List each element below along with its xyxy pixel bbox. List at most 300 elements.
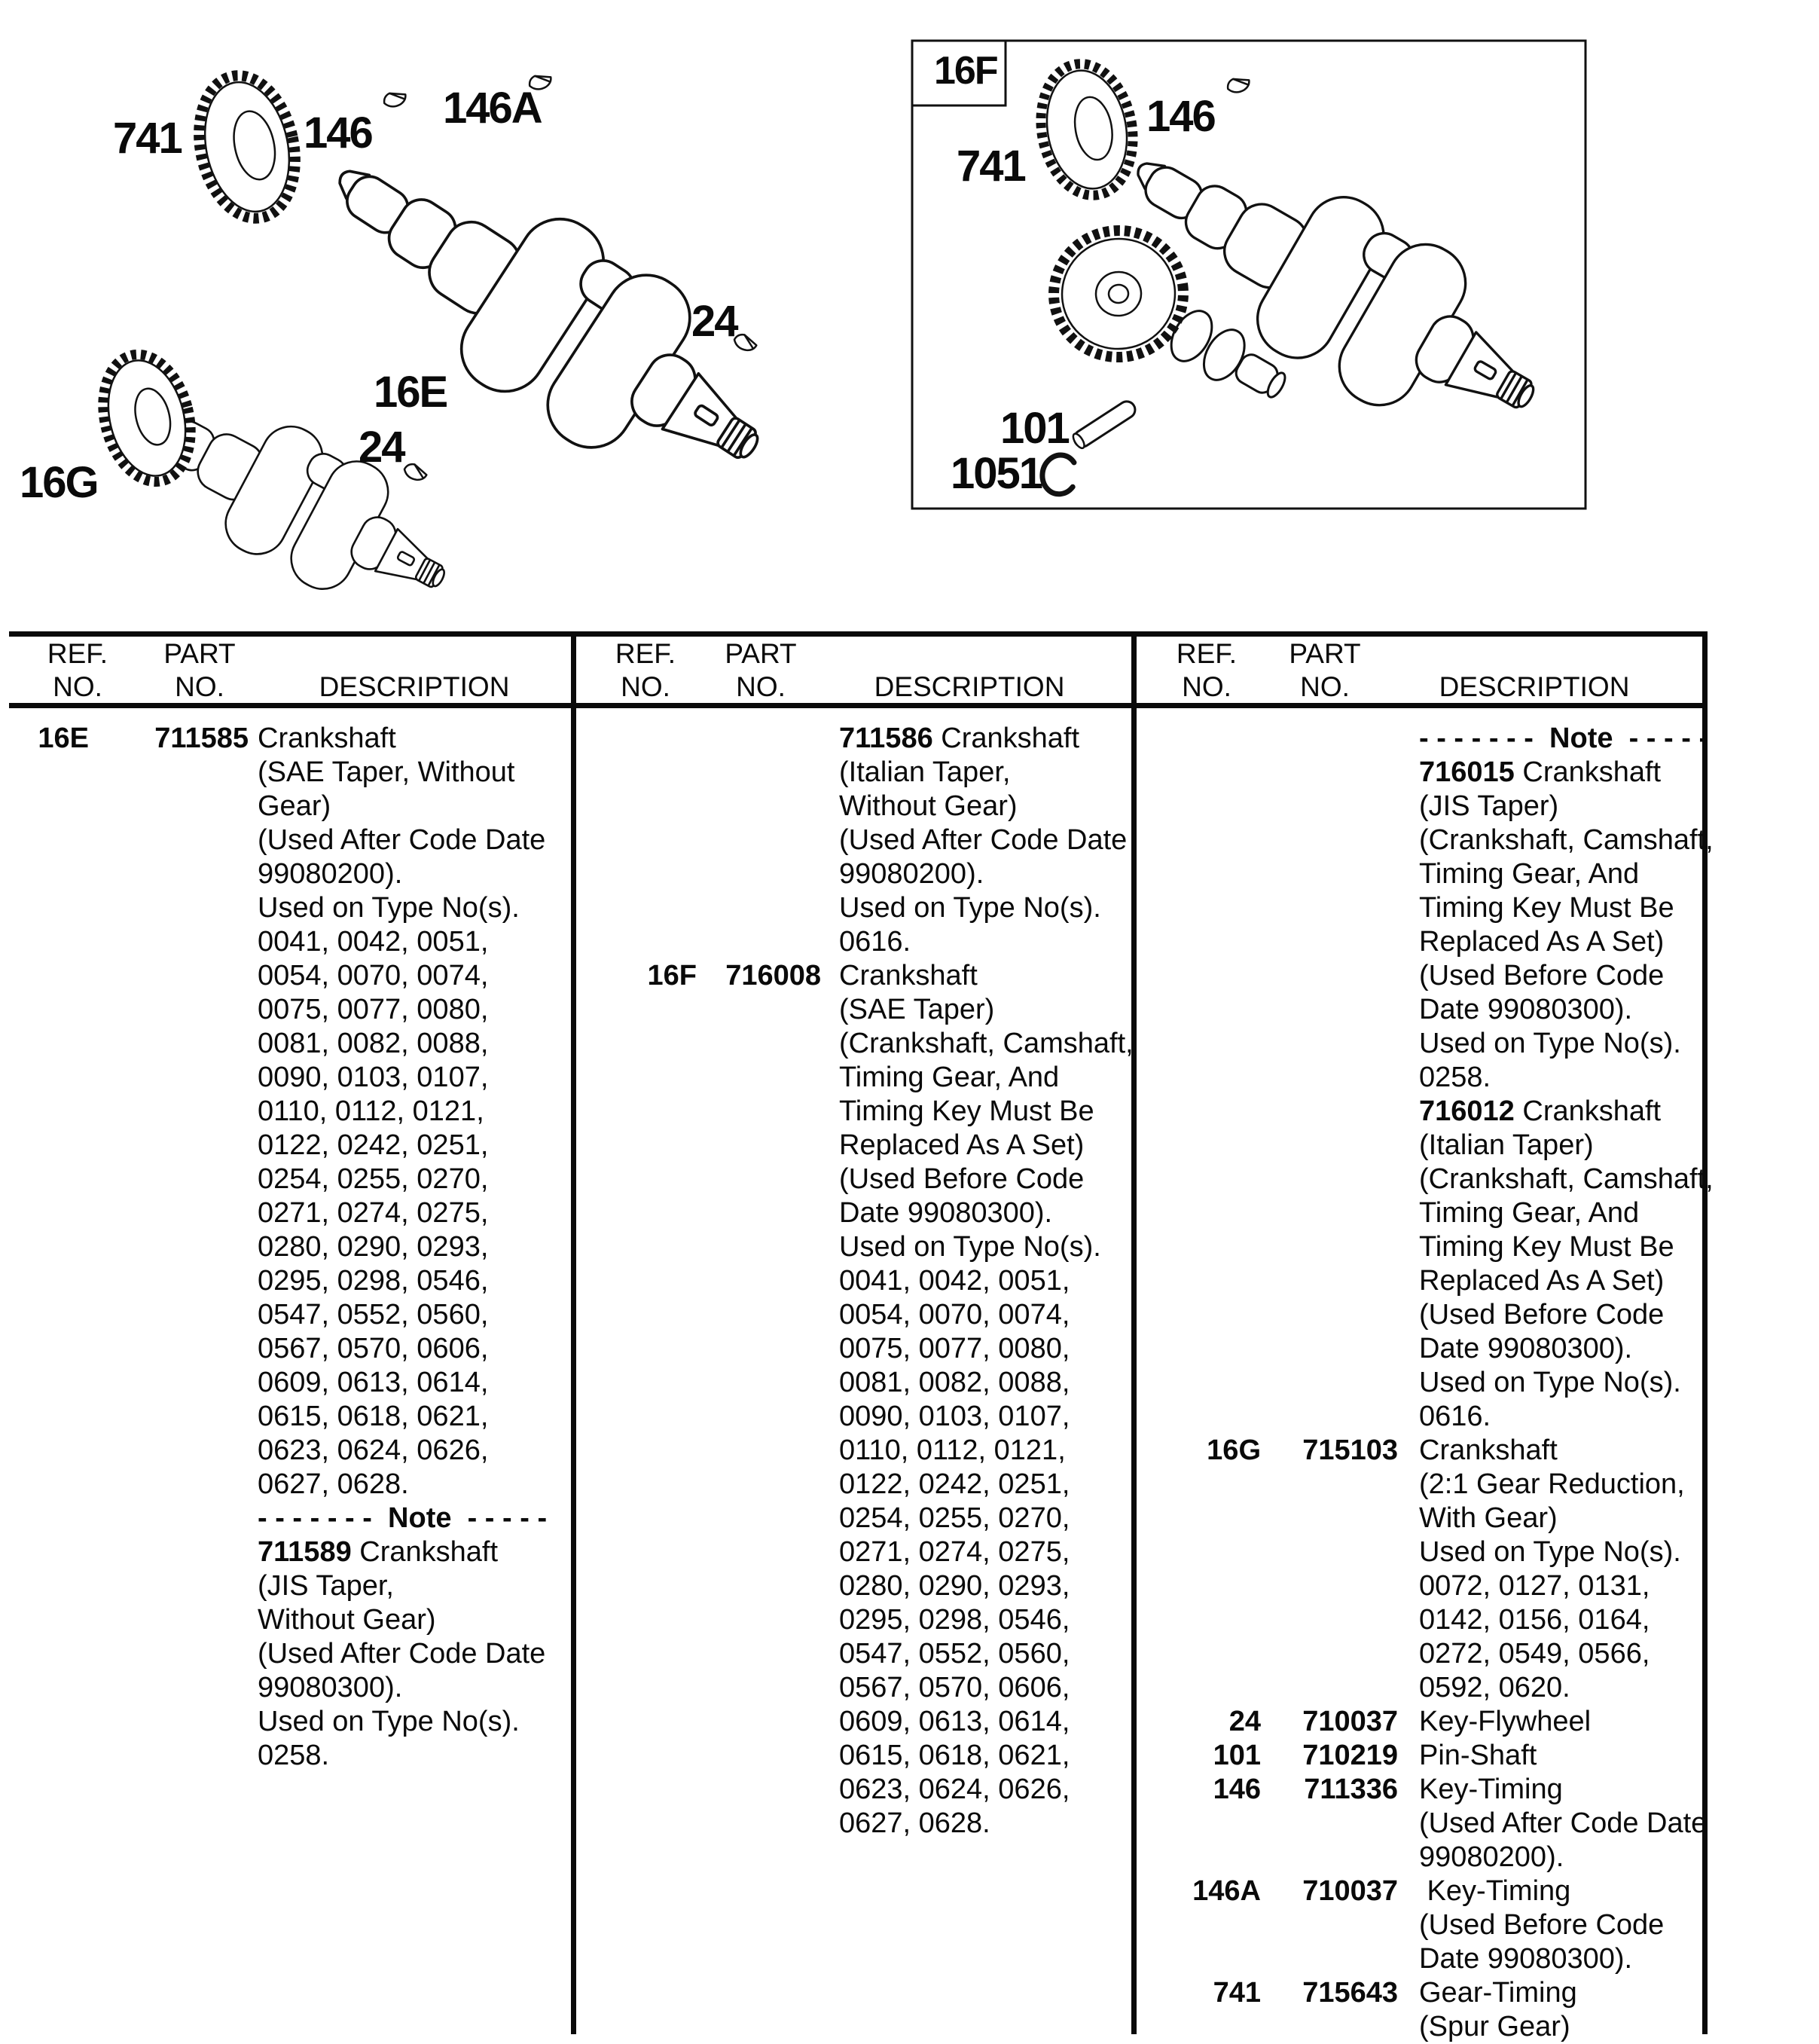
table-line [578,1400,1128,1434]
table-line [578,1569,1128,1603]
table-line [9,1637,566,1671]
crankshaft-diagram [0,0,1819,693]
part-no-cell [1261,1264,1398,1298]
description-cell: (2:1 Gear Reduction, [1419,1468,1685,1500]
header-ref-col2: REF. NO. [615,638,676,702]
callout-24-lower: 24 [359,423,404,472]
description-cell: Gear-Timing [1419,1977,1577,2009]
ref-no-cell [9,925,89,959]
table-line [1139,1095,1711,1129]
table-line [1139,1298,1711,1332]
part-no-cell [697,823,821,857]
description-cell: With Gear) [1419,1502,1558,1534]
table-line [578,891,1128,925]
table-line [1139,1773,1711,1807]
table-line [1139,2010,1711,2044]
ref-no-cell: 16F [647,960,697,991]
part-no-cell [697,1061,821,1095]
ref-no-cell [1139,722,1261,756]
table-line [9,1095,566,1129]
key-146-icon [382,90,407,109]
ref-no-cell [578,1705,697,1739]
ref-no-cell [578,1739,697,1773]
table-column-3 [1139,722,1714,2044]
table-line [9,1196,566,1230]
ref-no-cell [1139,1637,1261,1671]
description-cell: Used on Type No(s). [1419,1536,1681,1568]
description-cell: (Crankshaft, Camshaft, [1419,824,1714,856]
part-no-cell [89,756,249,790]
part-no-cell [1261,1095,1398,1129]
part-no-cell [1261,1298,1398,1332]
part-no-cell [1261,756,1398,790]
description-cell: Key-Flywheel [1419,1706,1592,1737]
table-line [578,1298,1128,1332]
part-no-cell [89,1434,249,1468]
description-cell: - - - - - - - Note - - - - - [258,1502,548,1534]
ref-no-cell [578,1637,697,1671]
table-line [1139,1874,1711,1908]
table-line [578,1807,1128,1841]
description-cell: 0627, 0628. [258,1468,409,1500]
description-cell: 99080200). [258,858,403,890]
part-no-cell [1261,959,1398,993]
description-cell: Replaced As A Set) [1419,926,1665,958]
description-cell: 0258. [1419,1062,1491,1093]
table-line [578,1705,1128,1739]
ref-no-cell [9,959,89,993]
table-line [578,1434,1128,1468]
part-no-cell [697,1163,821,1196]
ref-no-cell [9,1061,89,1095]
table-line [9,1535,566,1569]
table-line [1139,1705,1711,1739]
ref-no-cell [1139,1366,1261,1400]
ref-no-cell [1139,1230,1261,1264]
ref-no-cell [578,1569,697,1603]
description-cell: Crankshaft [839,960,978,991]
description-cell: (Used Before Code [839,1163,1085,1195]
table-line [578,1163,1128,1196]
part-no-cell [697,891,821,925]
table-line [1139,1196,1711,1230]
ref-no-cell [9,1637,89,1671]
part-no-cell [89,857,249,891]
part-no-cell [89,1163,249,1196]
part-no-cell [1261,1637,1398,1671]
description-cell: (Used After Code Date [258,1638,546,1670]
table-line [9,1163,566,1196]
table-divider-1 [571,631,576,2034]
description-cell: 711589 Crankshaft [258,1536,499,1568]
description-cell: 0075, 0077, 0080, [839,1333,1070,1364]
description-cell: (JIS Taper, [258,1570,394,1602]
part-no-cell: 711585 [154,723,249,754]
ref-no-cell [578,1129,697,1163]
part-no-cell [89,1569,249,1603]
part-no-cell [697,1129,821,1163]
table-line [9,756,566,790]
table-line [1139,1129,1711,1163]
description-cell: 0295, 0298, 0546, [839,1604,1070,1636]
callout-16f-box: 16F [934,49,997,93]
part-no-cell [89,1196,249,1230]
table-column-2 [578,722,1134,1841]
ref-no-cell [578,1196,697,1230]
table-line [1139,756,1711,790]
ref-no-cell [9,1569,89,1603]
description-cell: 0081, 0082, 0088, [839,1367,1070,1398]
description-cell: Used on Type No(s). [839,892,1101,924]
part-no-cell [697,756,821,790]
ref-no-cell [9,1095,89,1129]
ref-no-cell [1139,1196,1261,1230]
description-cell: 0567, 0570, 0606, [839,1672,1070,1703]
gear-741-16f-icon [1031,57,1143,203]
description-cell: Key-Timing [1419,1875,1571,1907]
description-cell: 711586 Crankshaft [839,723,1080,754]
description-cell: 0592, 0620. [1419,1672,1570,1703]
part-no-cell [697,1468,821,1502]
ref-no-cell [1139,1129,1261,1163]
table-line [1139,1468,1711,1502]
table-line [578,790,1128,823]
table-line [9,857,566,891]
table-line [578,1773,1128,1807]
key-146-16f-icon [1225,75,1251,95]
part-no-cell [697,1739,821,1773]
part-no-cell [1261,1603,1398,1637]
description-cell: (SAE Taper, Without [258,756,515,788]
part-no-cell [1261,722,1398,756]
table-line [578,1264,1128,1298]
description-cell: 0072, 0127, 0131, [1419,1570,1650,1602]
description-cell: 99080300). [258,1672,403,1703]
ref-no-cell [1139,993,1261,1027]
part-no-cell [1261,1027,1398,1061]
header-desc-col3: DESCRIPTION [1439,671,1630,702]
description-cell: Used on Type No(s). [1419,1028,1681,1059]
table-line [9,1671,566,1705]
ref-no-cell [9,1603,89,1637]
description-cell: - - - - - - - Note - - - - - [1419,723,1709,754]
description-cell: Used on Type No(s). [839,1231,1101,1263]
ref-no-cell [9,857,89,891]
table-line [578,1129,1128,1163]
part-no-cell [1261,823,1398,857]
description-cell: Gear) [258,790,331,822]
ref-no-cell [1139,1027,1261,1061]
table-top-rule [9,631,1708,637]
description-cell: Timing Key Must Be [839,1095,1094,1127]
ref-no-cell [9,1163,89,1196]
header-part-col2: PART NO. [725,638,797,702]
ref-no-cell [1139,1908,1261,1942]
part-no-cell [697,1027,821,1061]
part-no-cell [1261,993,1398,1027]
ref-no-cell: 741 [1213,1977,1261,2009]
table-line [9,823,566,857]
description-cell: 0254, 0255, 0270, [839,1502,1070,1534]
callout-146-16f: 146 [1146,92,1215,141]
part-no-cell: 710037 [1302,1706,1398,1737]
ref-no-cell: 146A [1192,1875,1261,1907]
part-no-cell [89,1230,249,1264]
ref-no-cell: 101 [1213,1740,1261,1771]
pin-101-icon [1071,399,1138,451]
description-cell: Replaced As A Set) [839,1129,1085,1161]
table-line [1139,1603,1711,1637]
table-line [9,1400,566,1434]
table-line [578,857,1128,891]
table-line [9,1502,566,1535]
ref-no-cell [9,823,89,857]
table-line [9,790,566,823]
description-cell: 0615, 0618, 0621, [258,1401,489,1432]
ref-no-cell [578,1773,697,1807]
ref-no-cell [1139,1061,1261,1095]
description-cell: 0280, 0290, 0293, [839,1570,1070,1602]
table-line [1139,1332,1711,1366]
description-cell: (Spur Gear) [1419,2011,1570,2042]
part-no-cell [89,1129,249,1163]
part-no-cell [89,993,249,1027]
ref-no-cell [9,1705,89,1739]
description-cell: Replaced As A Set) [1419,1265,1665,1297]
description-cell: 0616. [1419,1401,1491,1432]
description-cell: 0258. [258,1740,330,1771]
table-line [9,1569,566,1603]
part-no-cell [1261,1230,1398,1264]
table-line [9,1230,566,1264]
callout-741-main: 741 [113,114,182,163]
table-line [1139,857,1711,891]
part-no-cell: 710219 [1302,1740,1398,1771]
description-cell: (Crankshaft, Camshaft, [1419,1163,1714,1195]
ref-no-cell [9,1468,89,1502]
part-no-cell [1261,1908,1398,1942]
ref-no-cell [578,1264,697,1298]
table-line [1139,1942,1711,1976]
description-cell: Timing Gear, And [1419,858,1640,890]
table-line [9,1468,566,1502]
ref-no-cell [9,891,89,925]
table-line [9,1061,566,1095]
table-line [578,993,1128,1027]
ref-no-cell [578,1163,697,1196]
description-cell: 0110, 0112, 0121, [258,1095,484,1127]
table-column-1 [9,722,566,1773]
description-cell: Timing Key Must Be [1419,892,1674,924]
table-line [9,891,566,925]
ref-no-cell [1139,1502,1261,1535]
part-no-cell: 710037 [1302,1875,1398,1907]
ref-no-cell [1139,1298,1261,1332]
description-cell: 0272, 0549, 0566, [1419,1638,1650,1670]
table-line [9,1705,566,1739]
description-cell: 0271, 0274, 0275, [258,1197,489,1229]
ref-no-cell [1139,1163,1261,1196]
part-no-cell [89,1332,249,1366]
part-no-cell [89,1264,249,1298]
part-no-cell [1261,1502,1398,1535]
description-cell: Crankshaft [258,723,396,754]
part-no-cell [697,1773,821,1807]
part-no-cell [89,891,249,925]
description-cell: 0110, 0112, 0121, [839,1434,1066,1466]
ref-no-cell [1139,1535,1261,1569]
callout-146a-main: 146A [443,84,542,133]
table-line [578,1603,1128,1637]
table-line [578,1468,1128,1502]
ref-no-cell [1139,1569,1261,1603]
description-cell: Date 99080300). [1419,1943,1633,1975]
description-cell: 0142, 0156, 0164, [1419,1604,1650,1636]
ref-no-cell: 16E [38,723,89,754]
part-no-cell [1261,1807,1398,1841]
table-line [1139,993,1711,1027]
description-cell: (Used After Code Date [839,824,1128,856]
table-line [1139,823,1714,857]
header-desc-col2: DESCRIPTION [874,671,1065,702]
part-no-cell [89,1366,249,1400]
description-cell: Date 99080300). [839,1197,1053,1229]
table-divider-2 [1131,631,1137,2034]
part-no-cell [1261,1569,1398,1603]
description-cell: (SAE Taper) [839,994,995,1025]
description-cell: 0623, 0624, 0626, [839,1774,1070,1805]
table-line [9,993,566,1027]
ref-no-cell [9,1535,89,1569]
part-no-cell [1261,790,1398,823]
part-no-cell [697,1807,821,1841]
table-line [578,1027,1134,1061]
description-cell: 0609, 0613, 0614, [839,1706,1070,1737]
ref-no-cell [9,1366,89,1400]
ref-no-cell [578,1332,697,1366]
part-no-cell [89,1061,249,1095]
ref-no-cell [1139,1671,1261,1705]
part-no-cell [697,1264,821,1298]
part-no-cell [1261,1332,1398,1366]
ref-no-cell [578,823,697,857]
table-line [578,1196,1128,1230]
ref-no-cell [1139,959,1261,993]
ref-no-cell [1139,1332,1261,1366]
part-no-cell [697,1535,821,1569]
part-no-cell [89,1502,249,1535]
part-no-cell [1261,1129,1398,1163]
part-no-cell: 715103 [1302,1434,1398,1466]
ref-no-cell [578,1061,697,1095]
part-no-cell [1261,925,1398,959]
header-ref-col3: REF. NO. [1176,638,1238,702]
callout-24-upper: 24 [691,297,737,346]
part-no-cell [89,1705,249,1739]
ref-no-cell [1139,1468,1261,1502]
part-no-cell [89,1637,249,1671]
part-no-cell [697,1569,821,1603]
part-no-cell [697,1400,821,1434]
description-cell: Used on Type No(s). [258,1706,520,1737]
description-cell: 0081, 0082, 0088, [258,1028,489,1059]
part-no-cell [89,1603,249,1637]
description-cell: (Italian Taper, [839,756,1011,788]
ref-no-cell [1139,925,1261,959]
ref-no-cell [9,1400,89,1434]
ref-no-cell [578,1095,697,1129]
table-line [9,722,566,756]
ref-no-cell [578,790,697,823]
table-line [9,1298,566,1332]
table-line [1139,1841,1711,1874]
description-cell: 0041, 0042, 0051, [258,926,489,958]
ref-no-cell [1139,1942,1261,1976]
ref-no-cell [9,1264,89,1298]
description-cell: (Crankshaft, Camshaft, [839,1028,1134,1059]
gear-741-icon [186,66,307,228]
ref-no-cell [578,722,697,756]
table-line [1139,1502,1711,1535]
part-no-cell [89,1095,249,1129]
ref-no-cell [1139,1807,1261,1841]
description-cell: Without Gear) [258,1604,436,1636]
table-line [1139,790,1711,823]
description-cell: 0280, 0290, 0293, [258,1231,489,1263]
table-line [1139,1434,1711,1468]
table-line [1139,722,1711,756]
description-cell: Timing Key Must Be [1419,1231,1674,1263]
table-line [578,1095,1128,1129]
table-line [9,1332,566,1366]
ref-no-cell [9,1671,89,1705]
part-no-cell: 711336 [1304,1774,1398,1805]
callout-741-16f: 741 [957,142,1025,191]
description-cell: 99080200). [839,858,984,890]
part-no-cell [1261,1535,1398,1569]
part-no-cell [89,1535,249,1569]
part-no-cell [89,959,249,993]
callout-16e: 16E [374,368,447,417]
ref-no-cell [578,1807,697,1841]
ref-no-cell [1139,891,1261,925]
part-no-cell [89,1027,249,1061]
ref-no-cell [9,993,89,1027]
description-cell: (Italian Taper) [1419,1129,1594,1161]
part-no-cell [1261,1841,1398,1874]
part-no-cell [697,790,821,823]
description-cell: 0609, 0613, 0614, [258,1367,489,1398]
ref-no-cell [578,1671,697,1705]
part-no-cell [697,1637,821,1671]
ref-no-cell [9,1298,89,1332]
table-line [9,1129,566,1163]
table-line [1139,1976,1711,2010]
part-no-cell [697,1298,821,1332]
callout-146-main: 146 [304,108,372,157]
part-no-cell [1261,1468,1398,1502]
table-line [1139,925,1711,959]
part-no-cell [697,857,821,891]
ref-no-cell [578,925,697,959]
clip-1051-icon [1039,452,1079,497]
header-part-col1: PART NO. [163,638,236,702]
table-line [1139,1637,1711,1671]
ref-no-cell [9,1434,89,1468]
part-no-cell [1261,1196,1398,1230]
key-24-lower-icon [402,462,429,484]
description-cell: 0090, 0103, 0107, [839,1401,1070,1432]
